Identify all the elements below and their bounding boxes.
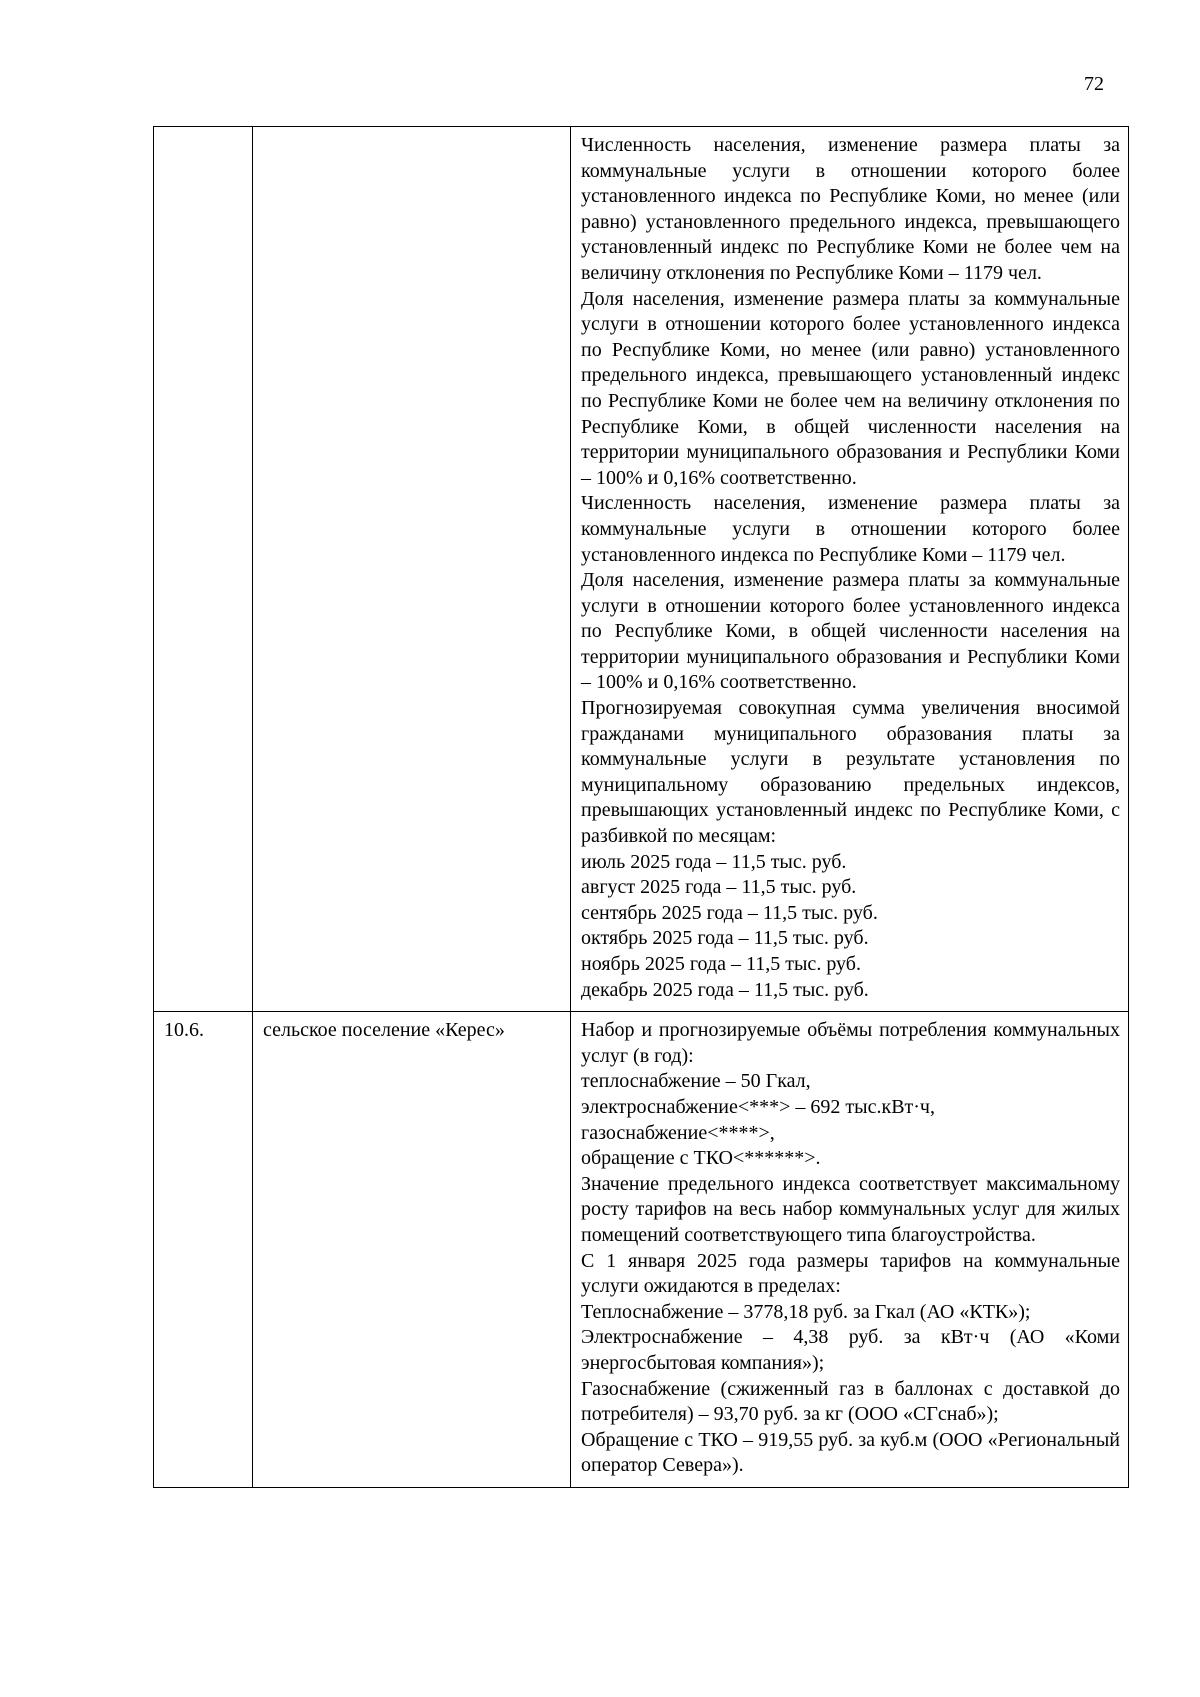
content-cell — [571, 1012, 1129, 1488]
month-line: октябрь 2025 года – 11,5 тыс. руб. — [581, 927, 869, 950]
document-table — [153, 126, 1129, 1488]
tariff-line: Газоснабжение (сжиженный газ в баллонах с доставкой до потребителя) – 93,70 руб. за кг (ООО «СГснаб»); — [581, 1377, 1120, 1426]
tariff-line: Электроснабжение – 4,38 руб. за кВт·ч (АО «Коми энергосбытовая компания»); — [581, 1326, 1120, 1374]
table-row — [154, 127, 1129, 1012]
month-line: ноябрь 2025 года – 11,5 тыс. руб. — [581, 953, 861, 975]
paragraph: С 1 января 2025 года размеры тарифов на коммунальные услуги ожидаются в пределах: — [581, 1249, 1120, 1298]
service-line: электроснабжение<***> – 692 тыс.кВт·ч, — [581, 1095, 935, 1118]
row-number-cell: 10.6. — [154, 1012, 253, 1488]
month-line: июль 2025 года – 11,5 тыс. руб. — [581, 850, 847, 873]
paragraph: Прогнозируемая совокупная сумма увеличения вносимой гражданами муниципального образования платы за коммунальные услуги в результате установления по муниципальному образованию предельных индексов, превышающих установленный индекс по Республике Коми, с разбивкой по месяцам: — [581, 697, 1120, 848]
month-line: август 2025 года – 11,5 тыс. руб. — [581, 876, 857, 899]
tariff-line: Обращение с ТКО – 919,55 руб. за куб.м (ООО «Региональный оператор Севера»). — [581, 1428, 1120, 1477]
paragraph: Численность населения, изменение размера платы за коммунальные услуги в отношении которого более установленного индекса по Республике Коми – 1179 чел. — [581, 492, 1120, 566]
paragraph: Доля населения, изменение размера платы за коммунальные услуги в отношении которого более установленного индекса по Республике Коми, но менее (или равно) установленного предельного индекса, превышающего установленный индекс по Республике Коми не более чем на величину отклонения по Республике Коми, в общей численности населения на территории муниципального образования и Республики Коми – 100% и 0,16% соответственно. — [581, 287, 1120, 489]
municipality-name-cell: сельское поселение «Керес» — [253, 1012, 571, 1488]
tariff-line: Теплоснабжение – 3778,18 руб. за Гкал (АО «КТК»); — [581, 1300, 1031, 1323]
service-line: обращение с ТКО<******>. — [581, 1147, 821, 1170]
content-cell — [571, 127, 1129, 1012]
service-line: теплоснабжение – 50 Гкал, — [581, 1070, 811, 1093]
month-line: сентябрь 2025 года – 11,5 тыс. руб. — [581, 901, 878, 924]
month-line: декабрь 2025 года – 11,5 тыс. руб. — [581, 978, 869, 1001]
paragraph: Значение предельного индекса соответствует максимальному росту тарифов на весь набор коммунальных услуг для жилых помещений соответствующего типа благоустройства. — [581, 1172, 1120, 1246]
paragraph: Численность населения, изменение размера платы за коммунальные услуги в отношении которого более установленного индекса по Республике Коми, но менее (или равно) установленного предельного индекса, превышающего установленный индекс по Республике Коми не более чем на величину отклонения по Республике Коми – 1179 чел. — [581, 134, 1120, 284]
table-row — [154, 1012, 1129, 1488]
municipality-name-cell — [253, 127, 571, 1012]
page-number: 72 — [1084, 73, 1104, 95]
service-line: газоснабжение<****>, — [581, 1121, 775, 1144]
paragraph: Набор и прогнозируемые объёмы потребления коммунальных услуг (в год): — [581, 1019, 1120, 1067]
row-number-cell — [154, 127, 253, 1012]
paragraph: Доля населения, изменение размера платы за коммунальные услуги в отношении которого более установленного индекса по Республике Коми, в общей численности населения на территории муниципального образования и Республики Коми – 100% и 0,16% соответственно. — [581, 569, 1120, 694]
